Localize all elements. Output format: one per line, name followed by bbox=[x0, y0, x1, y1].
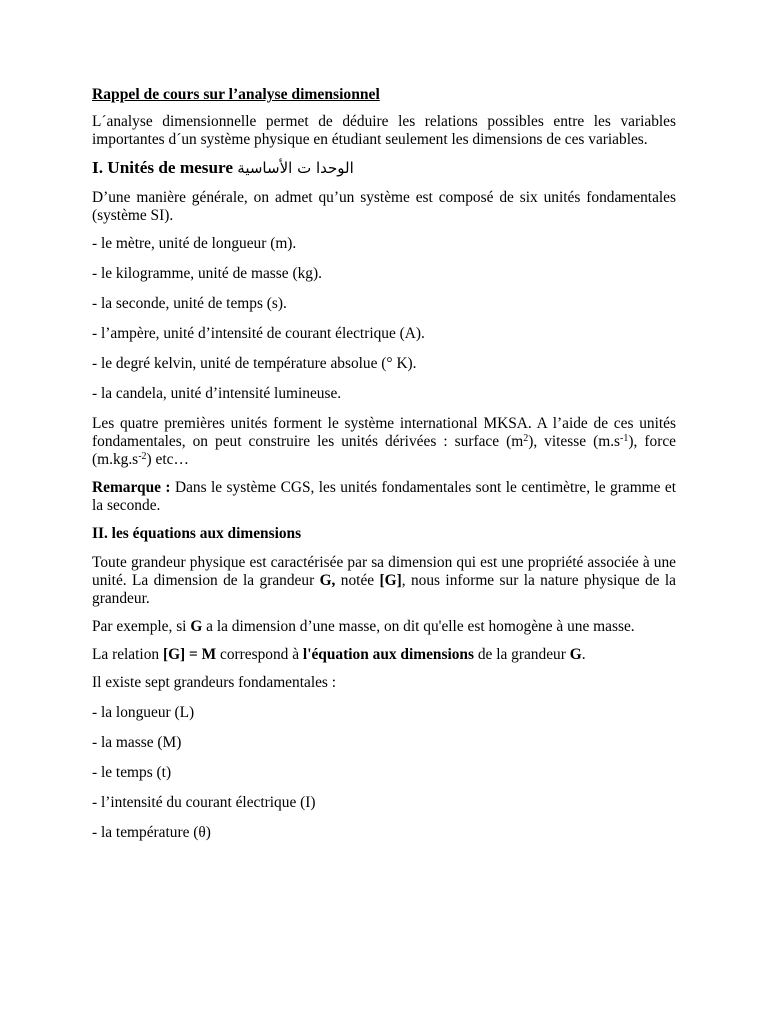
p1-c: notée bbox=[335, 572, 380, 589]
intro-paragraph: L´analyse dimensionnelle permet de déduire les relations possibles entre les variables importantes d´un système physique en étudiant seulement les dimensions de ces variables. bbox=[92, 113, 676, 148]
list-item-kilogram: - le kilogramme, unité de masse (kg). bbox=[92, 265, 322, 282]
list-item-temperature: - la température (θ) bbox=[92, 824, 211, 841]
relation-paragraph bbox=[92, 646, 676, 664]
list-item-time: - le temps (t) bbox=[92, 764, 172, 781]
document-title: Rappel de cours sur l’analyse dimensionnel bbox=[92, 86, 380, 103]
section-1-heading bbox=[92, 158, 676, 178]
section-1-heading-text: I. Unités de mesure bbox=[92, 158, 233, 177]
section-1-heading-arabic: الوحدا ت الأساسية bbox=[237, 159, 354, 177]
list-item-second: - la seconde, unité de temps (s). bbox=[92, 295, 287, 312]
list-item-candela: - la candela, unité d’intensité lumineuse. bbox=[92, 385, 342, 402]
mksa-text-d: ) etc… bbox=[146, 451, 189, 468]
list-item-kelvin: - le degré kelvin, unité de température absolue (° K). bbox=[92, 355, 417, 372]
p2-c: a la dimension d’une masse, on dit qu'elle est homogène à une masse. bbox=[202, 618, 635, 635]
remark-paragraph bbox=[92, 479, 676, 515]
p3-e: de la grandeur bbox=[473, 646, 570, 663]
p3-d: l'équation aux dimensions bbox=[302, 646, 474, 663]
p1-a: Toute grandeur physique est caractérisée par sa dimension qui est une propriété associée à une unité. La dimension de la grandeur bbox=[92, 554, 676, 589]
p3-f: G bbox=[569, 646, 582, 663]
list-item-current: - l’intensité du courant électrique (I) bbox=[92, 794, 316, 811]
p2-b: G bbox=[190, 618, 203, 635]
seven-quantities-paragraph: Il existe sept grandeurs fondamentales : bbox=[92, 674, 337, 691]
mksa-paragraph bbox=[92, 415, 676, 469]
list-item-meter: - le mètre, unité de longueur (m). bbox=[92, 235, 297, 252]
list-item-ampere: - l’ampère, unité d’intensité de courant électrique (A). bbox=[92, 325, 425, 342]
p2-a: Par exemple, si bbox=[92, 618, 191, 635]
dimension-paragraph bbox=[92, 554, 676, 608]
p1-d: [G] bbox=[379, 572, 402, 589]
mksa-text-c: ), force (m.kg.s bbox=[92, 433, 676, 468]
p1-e: , nous informe sur la nature physique de la grandeur. bbox=[92, 572, 676, 607]
mksa-sup-a: 2 bbox=[523, 433, 529, 444]
p3-c: correspond à bbox=[216, 646, 303, 663]
p3-a: La relation bbox=[92, 646, 163, 663]
list-item-length: - la longueur (L) bbox=[92, 704, 195, 721]
p3-b: [G] = M bbox=[162, 646, 217, 663]
example-paragraph bbox=[92, 618, 676, 636]
list-item-mass: - la masse (M) bbox=[92, 734, 182, 751]
general-paragraph: D’une manière générale, on admet qu’un système est composé de six unités fondamentales (système SI). bbox=[92, 189, 676, 224]
mksa-sup-c: -2 bbox=[138, 451, 147, 462]
mksa-sup-b: -1 bbox=[620, 433, 629, 444]
mksa-text-b: ), vitesse (m.s bbox=[528, 433, 621, 450]
remark-text: Dans le système CGS, les unités fondamentales sont le centimètre, le gramme et la seconde. bbox=[92, 479, 677, 514]
section-2-heading: II. les équations aux dimensions bbox=[92, 525, 302, 542]
p3-g: . bbox=[581, 646, 586, 663]
remark-label: Remarque : bbox=[92, 479, 171, 496]
mksa-text-a: Les quatre premières unités forment le système international MKSA. A l’aide de ces unités fondamentales, on peut construire les unités dérivées : surface (m bbox=[92, 415, 676, 450]
p1-b: G, bbox=[319, 572, 336, 589]
